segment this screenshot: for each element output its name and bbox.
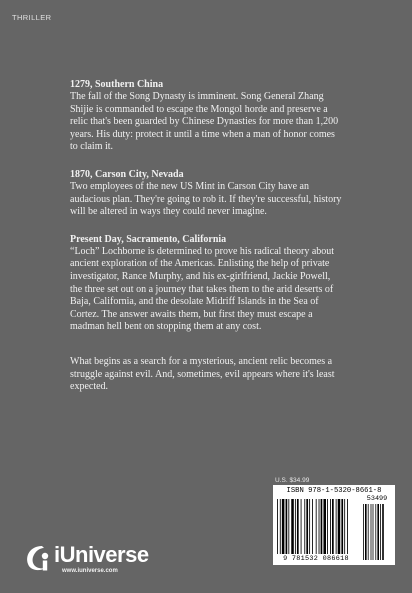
section-heading: Present Day, Sacramento, California bbox=[70, 233, 227, 245]
iuniverse-swoosh-icon bbox=[22, 540, 56, 574]
blurb-section-1 bbox=[70, 78, 342, 154]
blurb-section-3 bbox=[70, 233, 342, 334]
closing-paragraph: What begins as a search for a mysterious, ancient relic becomes a struggle against evil. And, sometimes, evil appears where it's least expected. bbox=[70, 355, 335, 393]
barcode bbox=[273, 485, 395, 565]
barcode-bars bbox=[273, 485, 395, 565]
publisher-url: www.iuniverse.com bbox=[62, 568, 118, 574]
publisher-name: iUniverse bbox=[54, 542, 149, 567]
section-heading: 1279, Southern China bbox=[70, 79, 164, 90]
barcode-digits: 9 781532 086618 bbox=[283, 555, 349, 563]
section-text: The fall of the Song Dynasty is imminent. Song General Zhang Shijie is commanded to escape the Mongol horde and preserve a relic that's been guarded by Chinese Dynasties for more than 1,200 years. His duty: protect it until a time when a man of honor comes to claim it. bbox=[70, 91, 339, 153]
barcode-addon-digits: 53499 bbox=[366, 495, 388, 503]
back-cover-blurb bbox=[70, 78, 342, 394]
publisher-logo bbox=[22, 540, 172, 580]
section-text: Two employees of the new US Mint in Carson City have an audacious plan. They're going to rob it. If they're successful, history will be altered in ways they could never imagine. bbox=[70, 180, 342, 218]
isbn-text: ISBN 978-1-5320-8661-8 bbox=[286, 487, 382, 495]
section-heading: 1870, Carson City, Nevada bbox=[70, 168, 184, 180]
section-text: “Loch” Lochborne is determined to prove his radical theory about ancient exploration of the Americas. Enlisting the help of private investigator, Rance Murphy, and his ex-girlfriend, Jackie Powell, the three set out on a journey that takes them to the arid deserts of Baja, California, and the desolate Midriff Islands in the Sea of Cortez. The answer awaits them, but first they must escape a madman hell bent on stopping them at any cost. bbox=[70, 245, 335, 333]
blurb-section-2 bbox=[70, 168, 342, 219]
genre-label: THRILLER bbox=[12, 13, 52, 22]
price-label: U.S. $34.99 bbox=[275, 477, 310, 484]
